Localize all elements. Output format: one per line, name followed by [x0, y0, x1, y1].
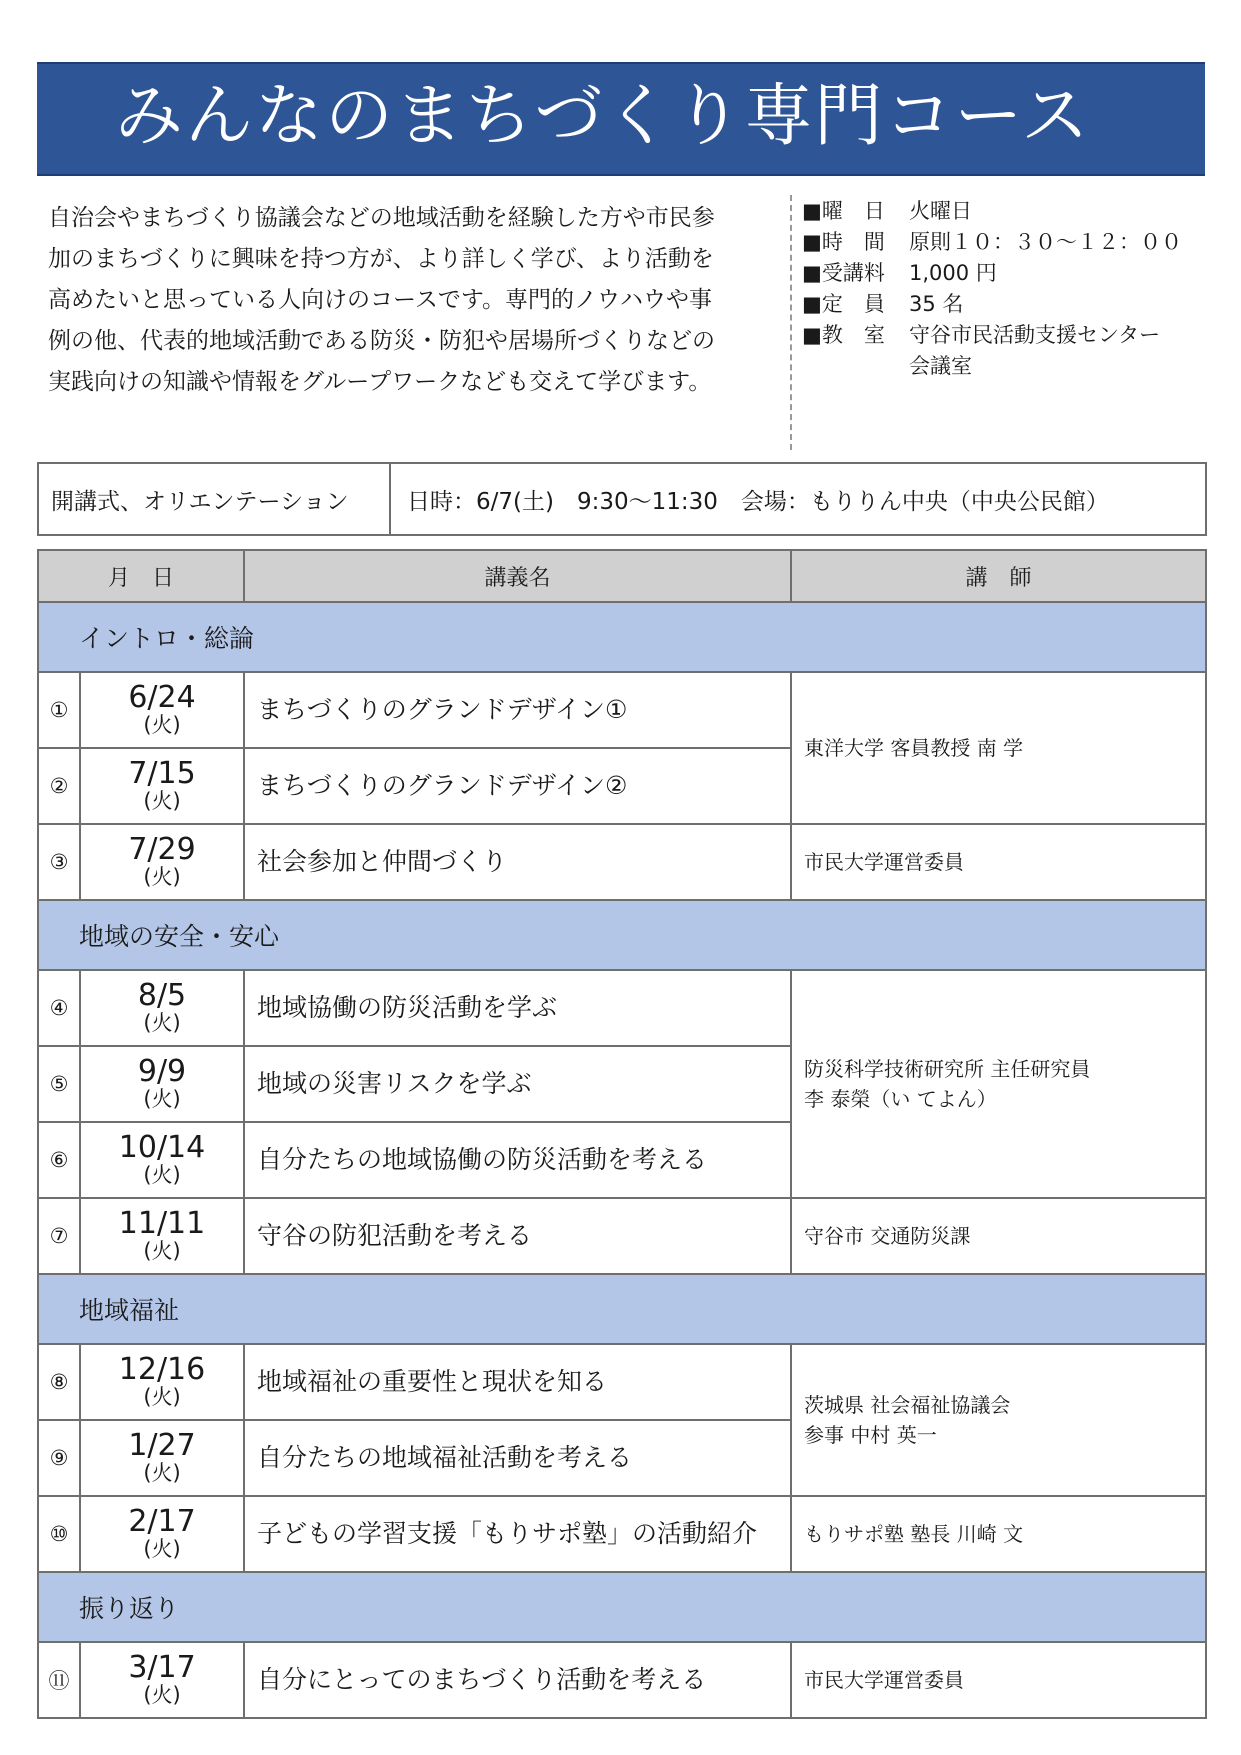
- info-label: ■時 間: [802, 230, 885, 254]
- info-value: 1,000 円: [909, 261, 997, 285]
- table-row: [38, 1198, 1206, 1274]
- info-value: 原則１０：３０～１２：００: [909, 230, 1182, 254]
- lecture-weekday: (火): [143, 865, 181, 889]
- lecture-weekday: (火): [143, 1239, 181, 1263]
- lecture-title: 地域協働の防災活動を学ぶ: [244, 970, 791, 1046]
- lecture-date: 7/15: [128, 756, 196, 791]
- table-row: [38, 1496, 1206, 1572]
- lecturer-name: 守谷市 交通防災課: [804, 1224, 971, 1248]
- header-title: 講義名: [244, 550, 791, 602]
- dashed-divider: [790, 195, 792, 450]
- lecture-date-cell: [80, 970, 244, 1046]
- lecture-weekday: (火): [143, 1537, 181, 1561]
- lecture-title: 地域福祉の重要性と現状を知る: [244, 1344, 791, 1420]
- lecture-number: ④: [38, 970, 80, 1046]
- lecture-weekday: (火): [143, 1683, 181, 1707]
- header-teacher: 講 師: [791, 550, 1206, 602]
- section-row: [38, 1572, 1206, 1642]
- lecture-weekday: (火): [143, 1011, 181, 1035]
- section-title: 振り返り: [38, 1572, 1206, 1642]
- lecturer-name: 茨城県 社会福祉協議会: [804, 1393, 1011, 1417]
- lecture-date: 11/11: [118, 1206, 206, 1241]
- lecture-date-cell: [80, 1198, 244, 1274]
- course-info: [802, 196, 1182, 382]
- lecture-date-cell: [80, 1420, 244, 1496]
- lecturer-cell: [791, 1642, 1206, 1718]
- table-header-row: [38, 550, 1206, 602]
- lecture-date-cell: [80, 1122, 244, 1198]
- lecture-weekday: (火): [143, 1087, 181, 1111]
- section-title: 地域福祉: [38, 1274, 1206, 1344]
- lecture-weekday: (火): [143, 1385, 181, 1409]
- info-label: ■教 室: [802, 323, 885, 347]
- description-line: 高めたいと思っている人向けのコースです。専門的ノウハウや事: [48, 287, 713, 313]
- lecture-title: 自分にとってのまちづくり活動を考える: [244, 1642, 791, 1718]
- lecture-number: ⑦: [38, 1198, 80, 1274]
- lecture-number: ⑪: [38, 1642, 80, 1718]
- page-title: みんなのまちづくり専門コース: [115, 77, 1091, 156]
- lecturer-name: 市民大学運営委員: [804, 850, 965, 874]
- lecture-date: 12/16: [118, 1352, 206, 1387]
- lecturer-cell: [791, 1198, 1206, 1274]
- lecture-title: 社会参加と仲間づくり: [244, 824, 791, 900]
- lecture-date: 10/14: [118, 1130, 206, 1165]
- section-row: [38, 602, 1206, 672]
- info-day: [802, 196, 1182, 227]
- lecturer-name: もりサポ塾 塾長 川崎 文: [804, 1522, 1024, 1546]
- lecture-number: ③: [38, 824, 80, 900]
- lecture-date-cell: [80, 1344, 244, 1420]
- lecture-title: 地域の災害リスクを学ぶ: [244, 1046, 791, 1122]
- orientation-detail: 日時：6/7(土) 9:30～11:30 会場：もりりん中央（中央公民館）: [407, 488, 1109, 515]
- lecture-weekday: (火): [143, 713, 181, 737]
- lecture-weekday: (火): [143, 789, 181, 813]
- lecture-number: ②: [38, 748, 80, 824]
- lecture-number: ⑤: [38, 1046, 80, 1122]
- table-row: [38, 672, 1206, 748]
- schedule-table: [37, 549, 1207, 1719]
- lecturer-cell: [791, 1344, 1206, 1496]
- lecturer-name: 東洋大学 客員教授 南 学: [804, 736, 1024, 760]
- lecture-date: 3/17: [128, 1650, 196, 1685]
- orientation-box: [37, 462, 1207, 536]
- lecture-date-cell: [80, 1046, 244, 1122]
- lecture-date: 7/29: [128, 832, 196, 867]
- header-date: 月 日: [38, 550, 244, 602]
- lecture-title: 自分たちの地域協働の防災活動を考える: [244, 1122, 791, 1198]
- description-line: 例の他、代表的地域活動である防災・防犯や居場所づくりなどの: [48, 328, 715, 354]
- lecture-weekday: (火): [143, 1163, 181, 1187]
- lecturer-name: 防災科学技術研究所 主任研究員: [804, 1057, 1091, 1081]
- lecture-title: 守谷の防犯活動を考える: [244, 1198, 791, 1274]
- lecture-date: 8/5: [137, 978, 187, 1013]
- lecture-number: ①: [38, 672, 80, 748]
- lecture-title: まちづくりのグランドデザイン②: [244, 748, 791, 824]
- lecture-date: 6/24: [128, 680, 196, 715]
- lecture-title: 子どもの学習支援「もりサポ塾」の活動紹介: [244, 1496, 791, 1572]
- info-label: ■受講料: [802, 261, 885, 285]
- info-room: [802, 320, 1182, 351]
- lecturer-cell: [791, 1496, 1206, 1572]
- lecturer-name: 参事 中村 英一: [804, 1423, 937, 1447]
- orientation-label: 開講式、オリエンテーション: [39, 464, 391, 534]
- info-value: 守谷市民活動支援センター: [909, 323, 1161, 347]
- info-fee: [802, 258, 1182, 289]
- info-value: 35 名: [909, 292, 964, 316]
- lecture-date: 2/17: [128, 1504, 196, 1539]
- lecture-date-cell: [80, 1496, 244, 1572]
- info-value: 火曜日: [909, 199, 972, 223]
- section-row: [38, 900, 1206, 970]
- lecturer-name: 李 泰榮（い てよん）: [804, 1087, 997, 1111]
- title-banner: [37, 62, 1205, 176]
- lecturer-name: 市民大学運営委員: [804, 1668, 965, 1692]
- section-title: 地域の安全・安心: [38, 900, 1206, 970]
- info-capacity: [802, 289, 1182, 320]
- lecture-date: 1/27: [128, 1428, 196, 1463]
- course-description: [48, 198, 790, 403]
- info-room-line2: 会議室: [909, 354, 972, 378]
- lecture-title: 自分たちの地域福祉活動を考える: [244, 1420, 791, 1496]
- lecture-date-cell: [80, 672, 244, 748]
- lecture-number: ⑨: [38, 1420, 80, 1496]
- section-row: [38, 1274, 1206, 1344]
- description-line: 実践向けの知識や情報をグループワークなども交えて学びます。: [48, 369, 712, 395]
- lecture-number: ⑩: [38, 1496, 80, 1572]
- info-time: [802, 227, 1182, 258]
- lecture-date-cell: [80, 748, 244, 824]
- lecture-title: まちづくりのグランドデザイン①: [244, 672, 791, 748]
- table-row: [38, 1642, 1206, 1718]
- lecture-number: ⑧: [38, 1344, 80, 1420]
- info-label: ■曜 日: [802, 199, 885, 223]
- table-row: [38, 824, 1206, 900]
- description-line: 加のまちづくりに興味を持つ方が、より詳しく学び、より活動を: [48, 246, 714, 272]
- lecturer-cell: [791, 970, 1206, 1198]
- info-label: ■定 員: [802, 292, 885, 316]
- lecture-date-cell: [80, 824, 244, 900]
- table-row: [38, 1344, 1206, 1420]
- section-title: イントロ・総論: [38, 602, 1206, 672]
- lecturer-cell: [791, 824, 1206, 900]
- lecturer-cell: [791, 672, 1206, 824]
- description-line: 自治会やまちづくり協議会などの地域活動を経験した方や市民参: [48, 205, 715, 231]
- lecture-number: ⑥: [38, 1122, 80, 1198]
- lecture-date: 9/9: [137, 1054, 187, 1089]
- lecture-date-cell: [80, 1642, 244, 1718]
- table-row: [38, 970, 1206, 1046]
- lecture-weekday: (火): [143, 1461, 181, 1485]
